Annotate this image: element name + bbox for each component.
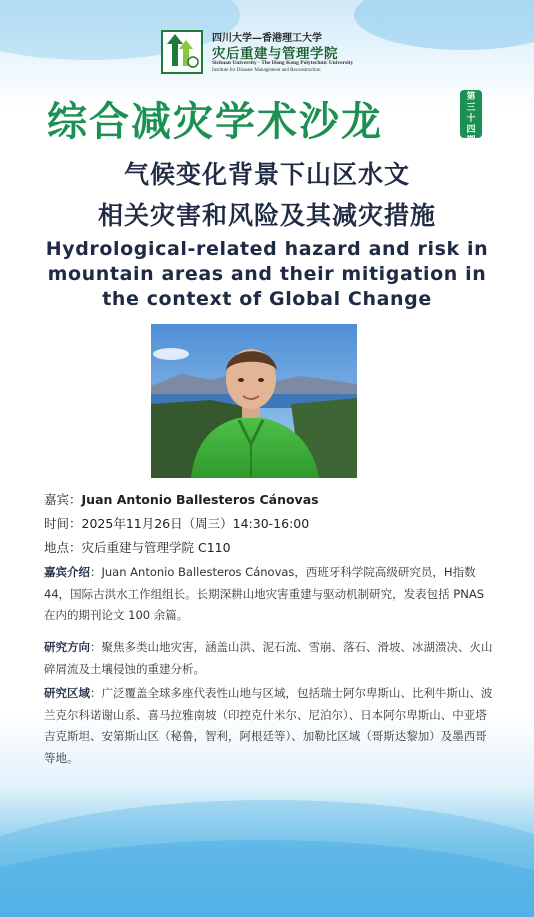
logo-universities: 四川大学—香港理工大学 <box>212 33 322 44</box>
speaker-intro <box>44 562 494 627</box>
guest-line <box>44 490 319 508</box>
place-label: 地点： <box>44 540 82 555</box>
logo-institute-en: Institute for Disaster Management and Reconstruction <box>212 68 321 73</box>
talk-title-en-line3: the context of Global Change <box>102 288 432 310</box>
speaker-intro-heading: 嘉宾介绍 <box>44 565 90 579</box>
talk-title-en-line1: Hydrological-related hazard and risk in <box>45 238 489 260</box>
time-value: 2025年11月26日（周三）14:30-16:00 <box>81 516 310 531</box>
issue-badge <box>460 90 482 146</box>
salon-title: 综合减灾学术沙龙 <box>47 99 383 145</box>
talk-title-cn-line1: 气候变化背景下山区水文 <box>123 160 410 189</box>
speaker-photo <box>151 324 357 478</box>
logo-institute-name: 灾后重建与管理学院 <box>212 46 338 62</box>
research-region-heading: 研究区域 <box>44 686 90 700</box>
research-direction-text: ：聚焦多类山地灾害，涵盖山洪、泥石流、雪崩、落石、滑坡、冰湖溃决、火山碎屑流及土壤侵蚀的重建分析。 <box>44 640 493 676</box>
research-region-text: ：广泛覆盖全球多座代表性山地与区域，包括瑞士阿尔卑斯山、比利牛斯山、波兰克尔科诺谢山系、喜马拉雅南坡（印控克什米尔、尼泊尔）、日本阿尔卑斯山、中亚塔吉克斯坦、安第斯山区（秘鲁，智利，阿根廷等）、加勒比区域（哥斯达黎加）及墨西哥等地。 <box>44 686 493 765</box>
talk-title-en-line2: mountain areas and their mitigation in <box>47 263 487 285</box>
research-direction-heading: 研究方向 <box>44 640 90 654</box>
speaker-intro-text: ：Juan Antonio Ballesteros Cánovas，西班牙科学院高级研究员，H指数44，国际古洪水工作组组长。长期深耕山地灾害重建与驱动机制研究，发表包括 PNAS 在内的期刊论文 100 余篇。 <box>44 565 484 622</box>
logo-universities-en: Sichuan University - The Hong Kong Polytechnic University <box>212 60 354 66</box>
logo-emblem-icon <box>163 32 201 72</box>
place-value: 灾后重建与管理学院 C110 <box>81 540 231 555</box>
time-line <box>44 514 309 532</box>
research-direction <box>44 637 494 680</box>
institute-logo <box>161 30 203 74</box>
time-label: 时间： <box>44 516 82 531</box>
talk-title-cn-line2: 相关灾害和风险及其减灾措施 <box>97 201 436 230</box>
guest-name: Juan Antonio Ballesteros Cánovas <box>81 492 319 507</box>
guest-label: 嘉宾： <box>44 492 82 507</box>
issue-label: 第 三 十 四 期 <box>466 92 476 146</box>
research-region <box>44 683 494 769</box>
place-line <box>44 538 231 556</box>
